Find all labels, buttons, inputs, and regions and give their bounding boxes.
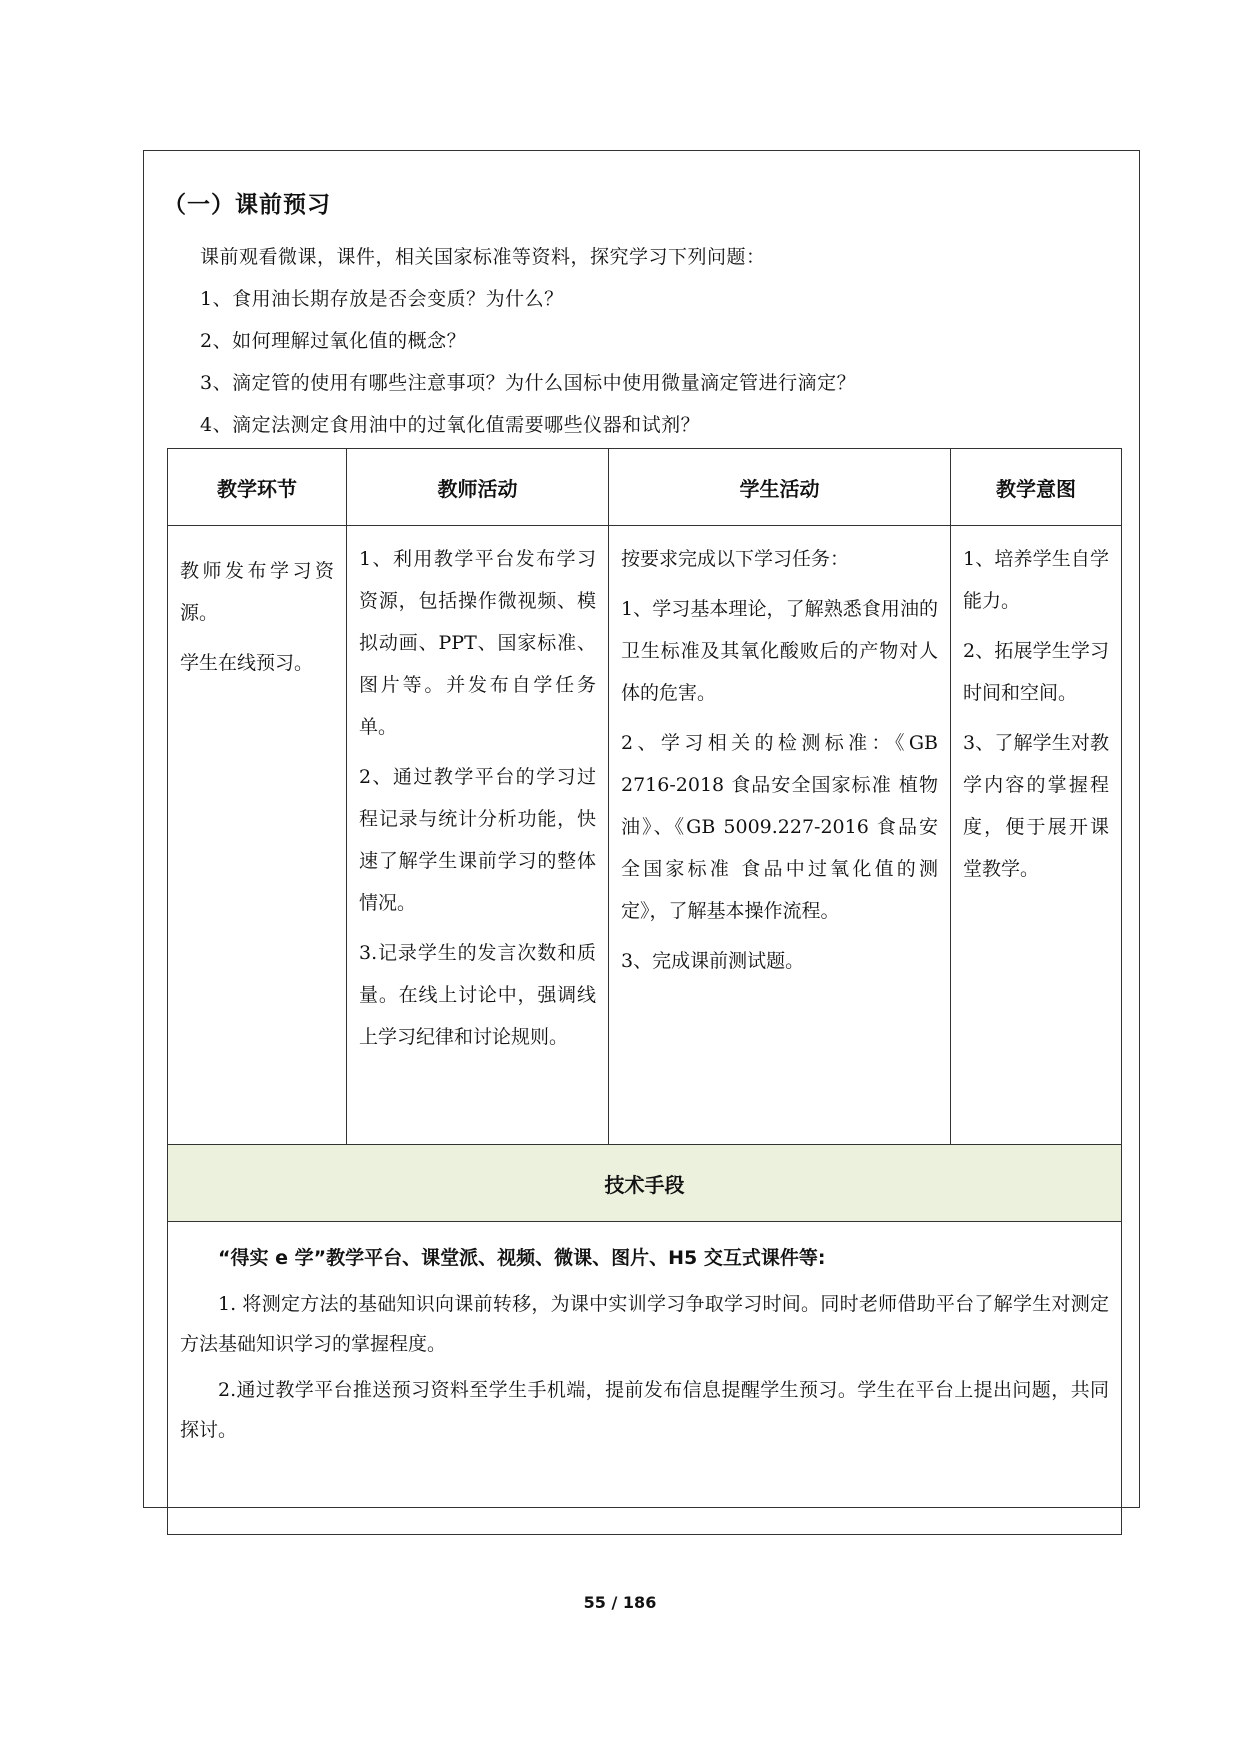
teacher-item: 2、通过教学平台的学习过程记录与统计分析功能，快速了解学生课前学习的整体情况。 [359, 766, 596, 914]
intro-question-2: 2、如何理解过氧化值的概念？ [200, 330, 467, 352]
tech-body-cell [168, 1222, 1122, 1535]
intent-item: 3、了解学生对教学内容的掌握程度，便于展开课堂教学。 [963, 732, 1109, 880]
student-activity-cell [609, 526, 951, 1145]
student-item: 1、学习基本理论，了解熟悉食用油的卫生标准及其氧化酸败后的产物对人体的危害。 [621, 598, 938, 704]
intent-item: 1、培养学生自学能力。 [963, 548, 1109, 612]
tech-header-row [168, 1145, 1122, 1222]
student-item: 2、学习相关的检测标准：《GB 2716-2018 食品安全国家标准 植物油》、《GB 5009.227-2016 食品安全国家标准 食品中过氧化值的测定》，了解基本操作流程。 [621, 732, 938, 922]
tech-item: 1. 将测定方法的基础知识向课前转移，为课中实训学习争取学习时间。同时老师借助平台了解学生对测定方法基础知识学习的掌握程度。 [180, 1293, 1109, 1355]
student-item: 3、完成课前测试题。 [621, 950, 805, 972]
intro-question-4: 4、滴定法测定食用油中的过氧化值需要哪些仪器和试剂？ [200, 414, 701, 436]
intro-block [200, 236, 1120, 446]
table-row [168, 526, 1122, 1145]
teaching-intent-cell [951, 526, 1122, 1145]
tech-title: 技术手段 [168, 1145, 1122, 1222]
intro-question-1: 1、食用油长期存放是否会变质？为什么？ [200, 288, 564, 310]
stage-line: 学生在线预习。 [180, 652, 314, 674]
student-item: 按要求完成以下学习任务： [621, 548, 850, 570]
header-student-activity: 学生活动 [609, 449, 951, 526]
intro-question-3: 3、滴定管的使用有哪些注意事项？为什么国标中使用微量滴定管进行滴定？ [200, 372, 857, 394]
intro-line: 课前观看微课，课件，相关国家标准等资料，探究学习下列问题： [200, 246, 766, 268]
tech-item: 2.通过教学平台推送预习资料至学生手机端，提前发布信息提醒学生预习。学生在平台上提出问题，共同探讨。 [180, 1379, 1109, 1441]
stage-line: 教师发布学习资源。 [180, 560, 334, 624]
header-teacher-activity: 教师活动 [347, 449, 609, 526]
stage-cell [168, 526, 347, 1145]
teacher-item: 1、利用教学平台发布学习资源，包括操作微视频、模拟动画、PPT、国家标准、图片等。并发布自学任务单。 [359, 548, 596, 738]
lesson-table [167, 448, 1122, 1535]
header-teaching-intent: 教学意图 [951, 449, 1122, 526]
tech-lead: “得实 e 学”教学平台、课堂派、视频、微课、图片、H5 交互式课件等: [218, 1247, 826, 1269]
page-number: 55 / 186 [583, 1593, 657, 1612]
tech-body-row [168, 1222, 1122, 1535]
teacher-item: 3.记录学生的发言次数和质量。在线上讨论中，强调线上学习纪律和讨论规则。 [359, 942, 596, 1048]
table-header-row [168, 449, 1122, 526]
section-title: （一）课前预习 [163, 192, 331, 218]
intent-item: 2、拓展学生学习时间和空间。 [963, 640, 1109, 704]
teacher-activity-cell [347, 526, 609, 1145]
header-stage: 教学环节 [168, 449, 347, 526]
